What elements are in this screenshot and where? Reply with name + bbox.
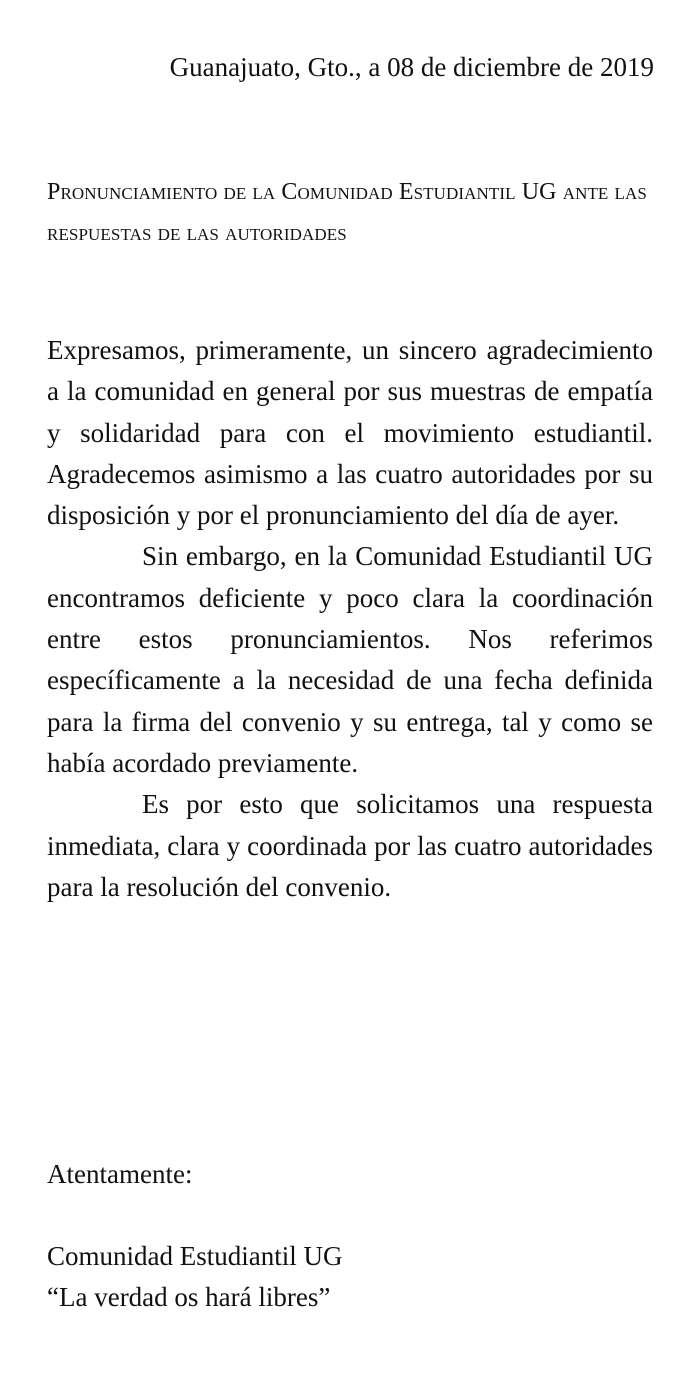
paragraph-1: Expresamos, primeramente, un sincero agradecimiento a la comunidad en general por sus muestras de empatía y solidaridad para con el movimiento estudiantil. Agradecemos asimismo a las cuatro autoridades por su disposición y por el pronunciamiento del día de ayer. [47, 335, 653, 531]
date-line: Guanajuato, Gto., a 08 de diciembre de 2019 [169, 52, 654, 82]
document-body [47, 330, 653, 908]
closing-salutation: Atentamente: [47, 1159, 193, 1189]
paragraph-2: Sin embargo, en la Comunidad Estudiantil UG encontramos deficiente y poco clara la coordinación entre estos pronunciamientos. Nos referimos específicamente a la necesidad de una fecha definida para la firma del convenio y su entrega, tal y como se había acordado previamente. [47, 541, 653, 778]
signature-name: Comunidad Estudiantil UG [47, 1241, 343, 1271]
document-title: Pronunciamiento de la Comunidad Estudiantil UG ante las respuestas de las autoridades [47, 179, 647, 246]
paragraph-3: Es por esto que solicitamos una respuesta inmediata, clara y coordinada por las cuatro autoridades para la resolución del convenio. [47, 789, 653, 902]
signature-block [47, 1236, 342, 1318]
signature-motto: “La verdad os hará libres” [47, 1282, 331, 1312]
